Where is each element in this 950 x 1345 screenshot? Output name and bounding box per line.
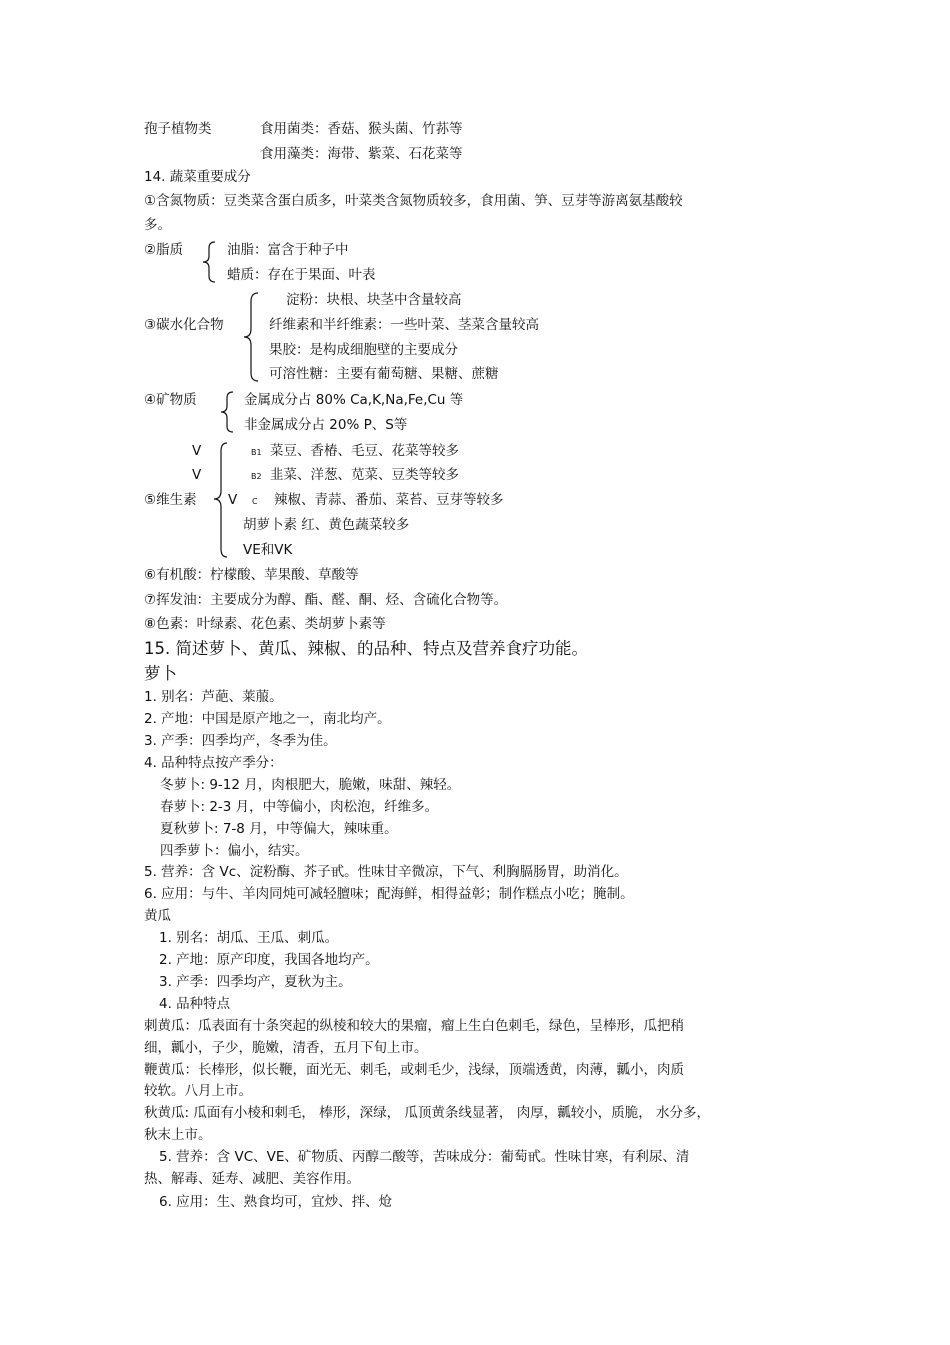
- cucumber-nutrition-line-2: 热、解毒、延寿、减肥、美容作用。: [144, 1171, 360, 1187]
- vitamin-label: ⑤维生素: [144, 492, 197, 508]
- radish-nutrition: 5. 营养：含 Vc、淀粉酶、芥子甙。性味甘辛微凉，下气、利胸膈肠胃，助消化。: [144, 864, 628, 880]
- vitamin-b1-line: 菜豆、香椿、毛豆、花菜等较多: [270, 443, 459, 459]
- vitamin-c-line: 辣椒、青蒜、番茄、菜苔、豆芽等较多: [274, 492, 504, 508]
- pigment-line: ⑧色素：叶绿素、花色素、类胡萝卜素等: [144, 616, 386, 632]
- fiber-line: 纤维素和半纤维素：一些叶菜、茎菜含量较高: [269, 317, 539, 333]
- sugar-line: 可溶性糖：主要有葡萄糖、果糖、蔗糖: [269, 366, 499, 382]
- whip-cucumber-line-2: 较软。八月上市。: [144, 1083, 252, 1099]
- winter-radish: 冬萝卜: 9-12 月，肉根肥大，脆嫩，味甜、辣轻。: [160, 777, 461, 793]
- nitrogen-line-1: ①含氮物质：豆类菜含蛋白质多，叶菜类含氮物质较多，食用菌、笋、豆芽等游离氨基酸较: [144, 193, 683, 209]
- edible-algae-line: 食用藻类：海带、紫菜、石花菜等: [260, 146, 463, 162]
- cucumber-title: 黄瓜: [144, 908, 171, 924]
- autumn-cucumber-line-1: 秋黄瓜: 瓜面有小棱和刺毛， 棒形，深绿， 瓜顶黄条线显著， 肉厚，瓤较小，质脆， 水分多，: [144, 1105, 711, 1121]
- vitamin-b1-v: V: [192, 443, 202, 459]
- metal-line: 金属成分占 80% Ca,K,Na,Fe,Cu 等: [244, 392, 464, 408]
- lipid-wax-line: 蜡质：存在于果面、叶表: [227, 267, 376, 283]
- starch-line: 淀粉：块根、块茎中含量较高: [286, 292, 462, 308]
- pectin-line: 果胶：是构成细胞壁的主要成分: [269, 342, 458, 358]
- section-14-heading: 14. 蔬菜重要成分: [144, 169, 251, 185]
- volatile-oil-line: ⑦挥发油：主要成分为醇、酯、醛、酮、烃、含硫化合物等。: [144, 592, 508, 608]
- lipid-oil-line: 油脂：富含于种子中: [227, 242, 349, 258]
- vitamin-b1-sub: B1: [251, 448, 262, 457]
- lipid-label: ②脂质: [144, 242, 184, 258]
- lipid-brace: [200, 240, 220, 284]
- nitrogen-line-2: 多。: [144, 217, 171, 233]
- section-15-heading: 15. 简述萝卜、黄瓜、辣椒、的品种、特点及营养食疗功能。: [144, 639, 588, 658]
- autumn-cucumber-line-2: 秋末上市。: [144, 1127, 212, 1143]
- radish-application: 6. 应用：与牛、羊肉同炖可减轻膻味；配海鲜，相得益彰；制作糕点小吃；腌制。: [144, 886, 634, 902]
- cucumber-alias: 1. 别名：胡瓜、王瓜、刺瓜。: [159, 930, 339, 946]
- vitamin-e-k-line: VE和VK: [243, 542, 293, 558]
- mineral-brace: [218, 390, 238, 434]
- summer-autumn-radish: 夏秋萝卜: 7-8 月，中等偏大，辣味重。: [160, 821, 398, 837]
- radish-alias: 1. 别名：芦葩、莱菔。: [144, 689, 283, 705]
- vitamin-c-sub: C: [252, 497, 258, 506]
- thorn-cucumber-line-1: 刺黄瓜：瓜表面有十条突起的纵棱和较大的果瘤，瘤上生白色刺毛，绿色，呈棒形，瓜把稍: [144, 1018, 684, 1034]
- vitamin-b2-line: 韭菜、洋葱、苋菜、豆类等较多: [270, 467, 459, 483]
- mineral-label: ④矿物质: [144, 392, 197, 408]
- radish-season: 3. 产季：四季均产，冬季为佳。: [144, 733, 337, 749]
- spring-radish: 春萝卜: 2-3 月，中等偏小，肉松泡，纤维多。: [160, 799, 439, 815]
- four-season-radish: 四季萝卜：偏小，结实。: [160, 843, 309, 859]
- vitamin-b2-sub: B2: [251, 472, 262, 481]
- radish-origin: 2. 产地：中国是原产地之一，南北均产。: [144, 711, 391, 727]
- radish-title: 萝卜: [144, 664, 177, 683]
- vitamin-b2-v: V: [192, 467, 202, 483]
- cucumber-season: 3. 产季：四季均产，夏秋为主。: [159, 974, 352, 990]
- nonmetal-line: 非金属成分占 20% P、S等: [244, 417, 408, 433]
- spore-plants-label: 孢子植物类: [144, 121, 212, 137]
- carotene-line: 胡萝卜素 红、黄色蔬菜较多: [243, 517, 410, 533]
- cucumber-nutrition-line-1: 5. 营养：含 VC、VE、矿物质、丙醇二酸等，苦味成分：葡萄甙。性味甘寒，有利尿、清: [159, 1149, 690, 1165]
- whip-cucumber-line-1: 鞭黄瓜：长棒形，似长鞭，面光无、刺毛，或刺毛少，浅绿，顶端透黄，肉薄，瓤小，肉质: [144, 1062, 684, 1078]
- cucumber-origin: 2. 产地：原产印度，我国各地均产。: [159, 952, 379, 968]
- cucumber-varieties-heading: 4. 品种特点: [159, 996, 231, 1012]
- radish-varieties-heading: 4. 品种特点按产季分：: [144, 755, 283, 771]
- edible-fungi-line: 食用菌类：香菇、猴头菌、竹荪等: [260, 121, 463, 137]
- carbohydrate-label: ③碳水化合物: [144, 317, 224, 333]
- vitamin-c-v: V: [228, 492, 238, 508]
- organic-acid-line: ⑥有机酸：柠檬酸、苹果酸、草酸等: [144, 567, 359, 583]
- thorn-cucumber-line-2: 细，瓤小，子少，脆嫩，清香，五月下旬上市。: [144, 1040, 428, 1056]
- cucumber-application: 6. 应用：生、熟食均可，宜炒、拌、炝: [159, 1194, 393, 1210]
- carbohydrate-brace: [241, 291, 263, 383]
